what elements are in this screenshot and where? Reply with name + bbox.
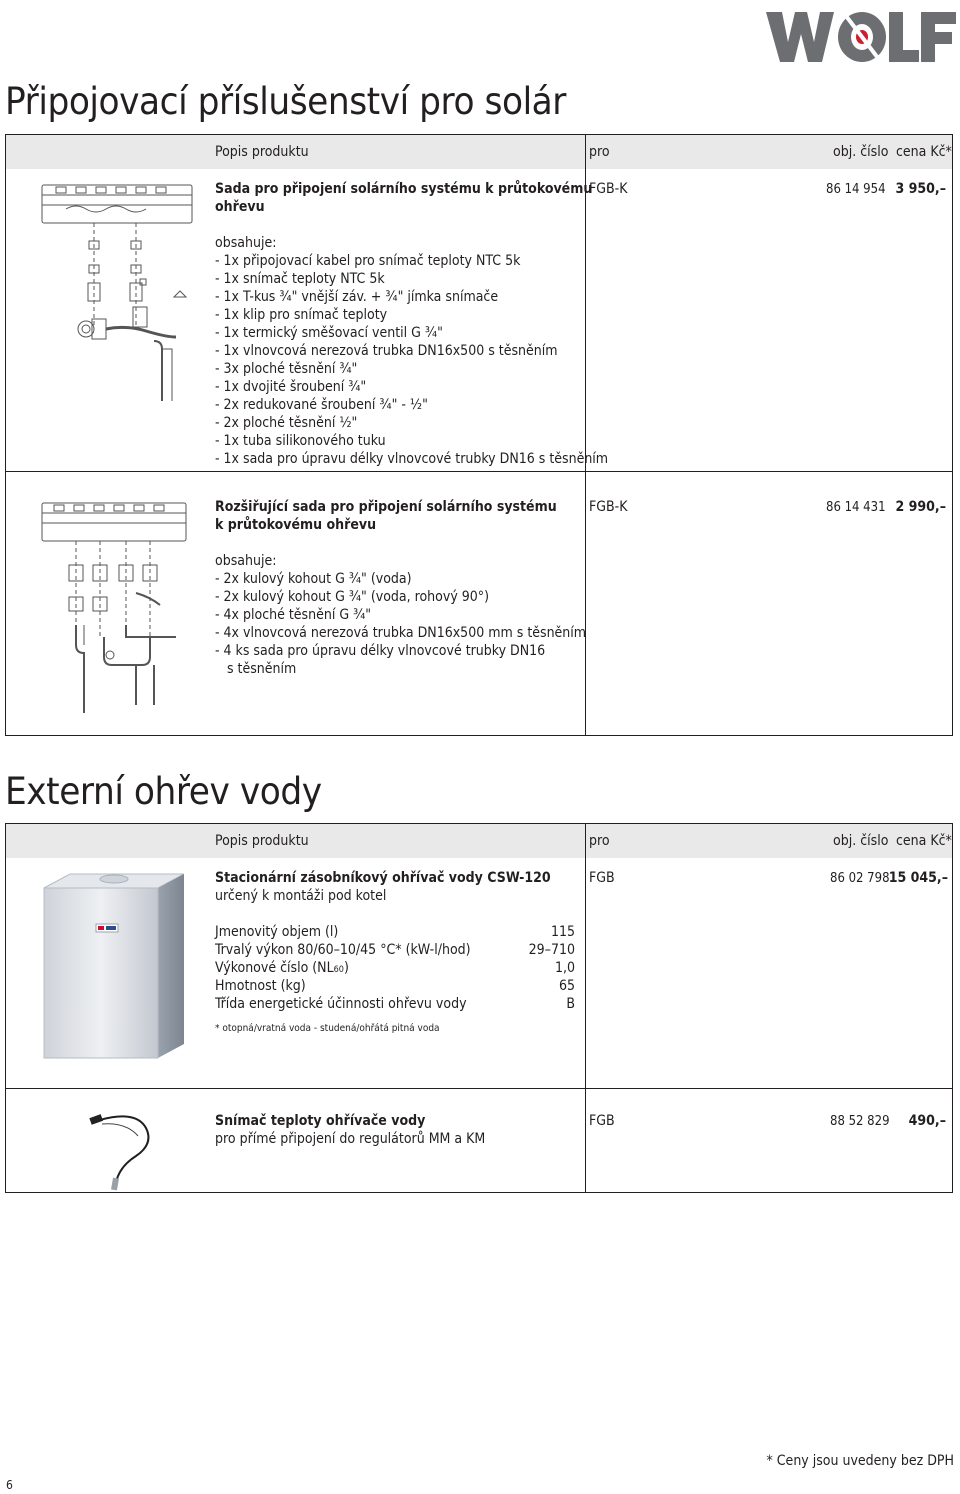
- header-number: obj. číslo: [833, 833, 889, 849]
- header-product: Popis produktu: [215, 144, 309, 160]
- price: 3 950,–: [895, 181, 946, 197]
- spec-footnote: * otopná/vratná voda - studená/ohřátá pitná voda: [215, 1023, 440, 1034]
- spec-value: 115: [550, 924, 575, 940]
- spec-value: 1,0: [554, 960, 575, 976]
- page-number: 6: [6, 1478, 13, 1492]
- product-for: FGB: [589, 870, 615, 886]
- row-separator: [6, 471, 952, 472]
- spec-label: Hmotnost (kg): [215, 978, 306, 994]
- row-separator: [6, 1088, 952, 1089]
- contents-item: - 1x připojovací kabel pro snímač teploty NTC 5k: [215, 253, 521, 269]
- order-number: 86 14 431: [826, 500, 886, 515]
- contents-item: - 1x T-kus ¾" vnější záv. + ¾" jímka snímače: [215, 289, 499, 305]
- product-subtitle: určený k montáži pod kotel: [215, 888, 387, 904]
- price: 2 990,–: [895, 499, 946, 515]
- contents-item: - 4x ploché těsnění G ¾": [215, 607, 372, 623]
- product-for: FGB-K: [589, 499, 628, 515]
- product-name-cont: ohřevu: [215, 199, 265, 215]
- spec-value: 29–710: [528, 942, 575, 958]
- product-name: Sada pro připojení solárního systému k průtokovému: [215, 181, 593, 197]
- order-number: 86 14 954: [826, 182, 886, 197]
- spec-label: Třída energetické účinnosti ohřevu vody: [215, 996, 467, 1012]
- spec-value: B: [566, 996, 575, 1012]
- product-for: FGB-K: [589, 181, 628, 197]
- table-header: [6, 135, 952, 169]
- header-price: cena Kč*: [896, 144, 952, 160]
- contents-item: - 4x vlnovcová nerezová trubka DN16x500 mm s těsněním: [215, 625, 587, 641]
- water-heater-image: [40, 858, 190, 1073]
- solar-kit-drawing: [36, 179, 201, 401]
- product-name-cont: k průtokovému ohřevu: [215, 517, 377, 533]
- contents-item: - 2x kulový kohout G ¾" (voda): [215, 571, 412, 587]
- price: 15 045,–: [888, 870, 948, 886]
- contains-label: obsahuje:: [215, 553, 277, 569]
- contents-item: - 4 ks sada pro úpravu délky vlnovcové trubky DN16: [215, 643, 546, 659]
- wolf-logo: [762, 4, 958, 68]
- spec-label: Výkonové číslo (NL60): [215, 960, 349, 976]
- product-subtitle: pro přímé připojení do regulátorů MM a KM: [215, 1131, 486, 1147]
- header-for: pro: [589, 833, 610, 849]
- temperature-sensor-image: [76, 1106, 186, 1191]
- header-product: Popis produktu: [215, 833, 309, 849]
- contains-label: obsahuje:: [215, 235, 277, 251]
- price: 490,–: [908, 1113, 946, 1129]
- column-divider: [585, 135, 586, 735]
- spec-value: 65: [558, 978, 575, 994]
- contents-item: - 1x tuba silikonového tuku: [215, 433, 386, 449]
- product-for: FGB: [589, 1113, 615, 1129]
- contents-item: - 1x sada pro úpravu délky vlnovcové trubky DN16 s těsněním: [215, 451, 609, 467]
- contents-item: - 1x snímač teploty NTC 5k: [215, 271, 385, 287]
- section-title-solar: Připojovací příslušenství pro solár: [5, 80, 566, 123]
- contents-item: - 1x klip pro snímač teploty: [215, 307, 388, 323]
- extension-kit-drawing: [36, 497, 201, 715]
- order-number: 86 02 798: [830, 871, 890, 886]
- solar-accessories-table: [5, 134, 953, 736]
- contents-item: s těsněním: [215, 661, 297, 677]
- table-header: [6, 824, 952, 858]
- header-price: cena Kč*: [896, 833, 952, 849]
- spec-label: Trvalý výkon 80/60–10/45 °C* (kW-l/hod): [215, 942, 471, 958]
- water-heating-table: [5, 823, 953, 1193]
- contents-item: - 2x redukované šroubení ¾" - ½": [215, 397, 428, 413]
- product-name: Rozšiřující sada pro připojení solárního systému: [215, 499, 557, 515]
- wolf-logo-graphic: [762, 4, 958, 68]
- header-for: pro: [589, 144, 610, 160]
- contents-item: - 3x ploché těsnění ¾": [215, 361, 358, 377]
- contents-item: - 1x termický směšovací ventil G ¾": [215, 325, 443, 341]
- contents-item: - 2x kulový kohout G ¾" (voda, rohový 90°): [215, 589, 490, 605]
- price-footnote: * Ceny jsou uvedeny bez DPH: [766, 1453, 954, 1469]
- product-name: Snímač teploty ohřívače vody: [215, 1113, 426, 1129]
- product-name: Stacionární zásobníkový ohřívač vody CSW-120: [215, 870, 551, 886]
- contents-item: - 1x vlnovcová nerezová trubka DN16x500 s těsněním: [215, 343, 558, 359]
- header-number: obj. číslo: [833, 144, 889, 160]
- section-title-water-heating: Externí ohřev vody: [5, 770, 322, 813]
- contents-item: - 1x dvojité šroubení ¾": [215, 379, 367, 395]
- spec-label: Jmenovitý objem (l): [215, 924, 339, 940]
- column-divider: [585, 824, 586, 1192]
- order-number: 88 52 829: [830, 1114, 890, 1129]
- contents-item: - 2x ploché těsnění ½": [215, 415, 358, 431]
